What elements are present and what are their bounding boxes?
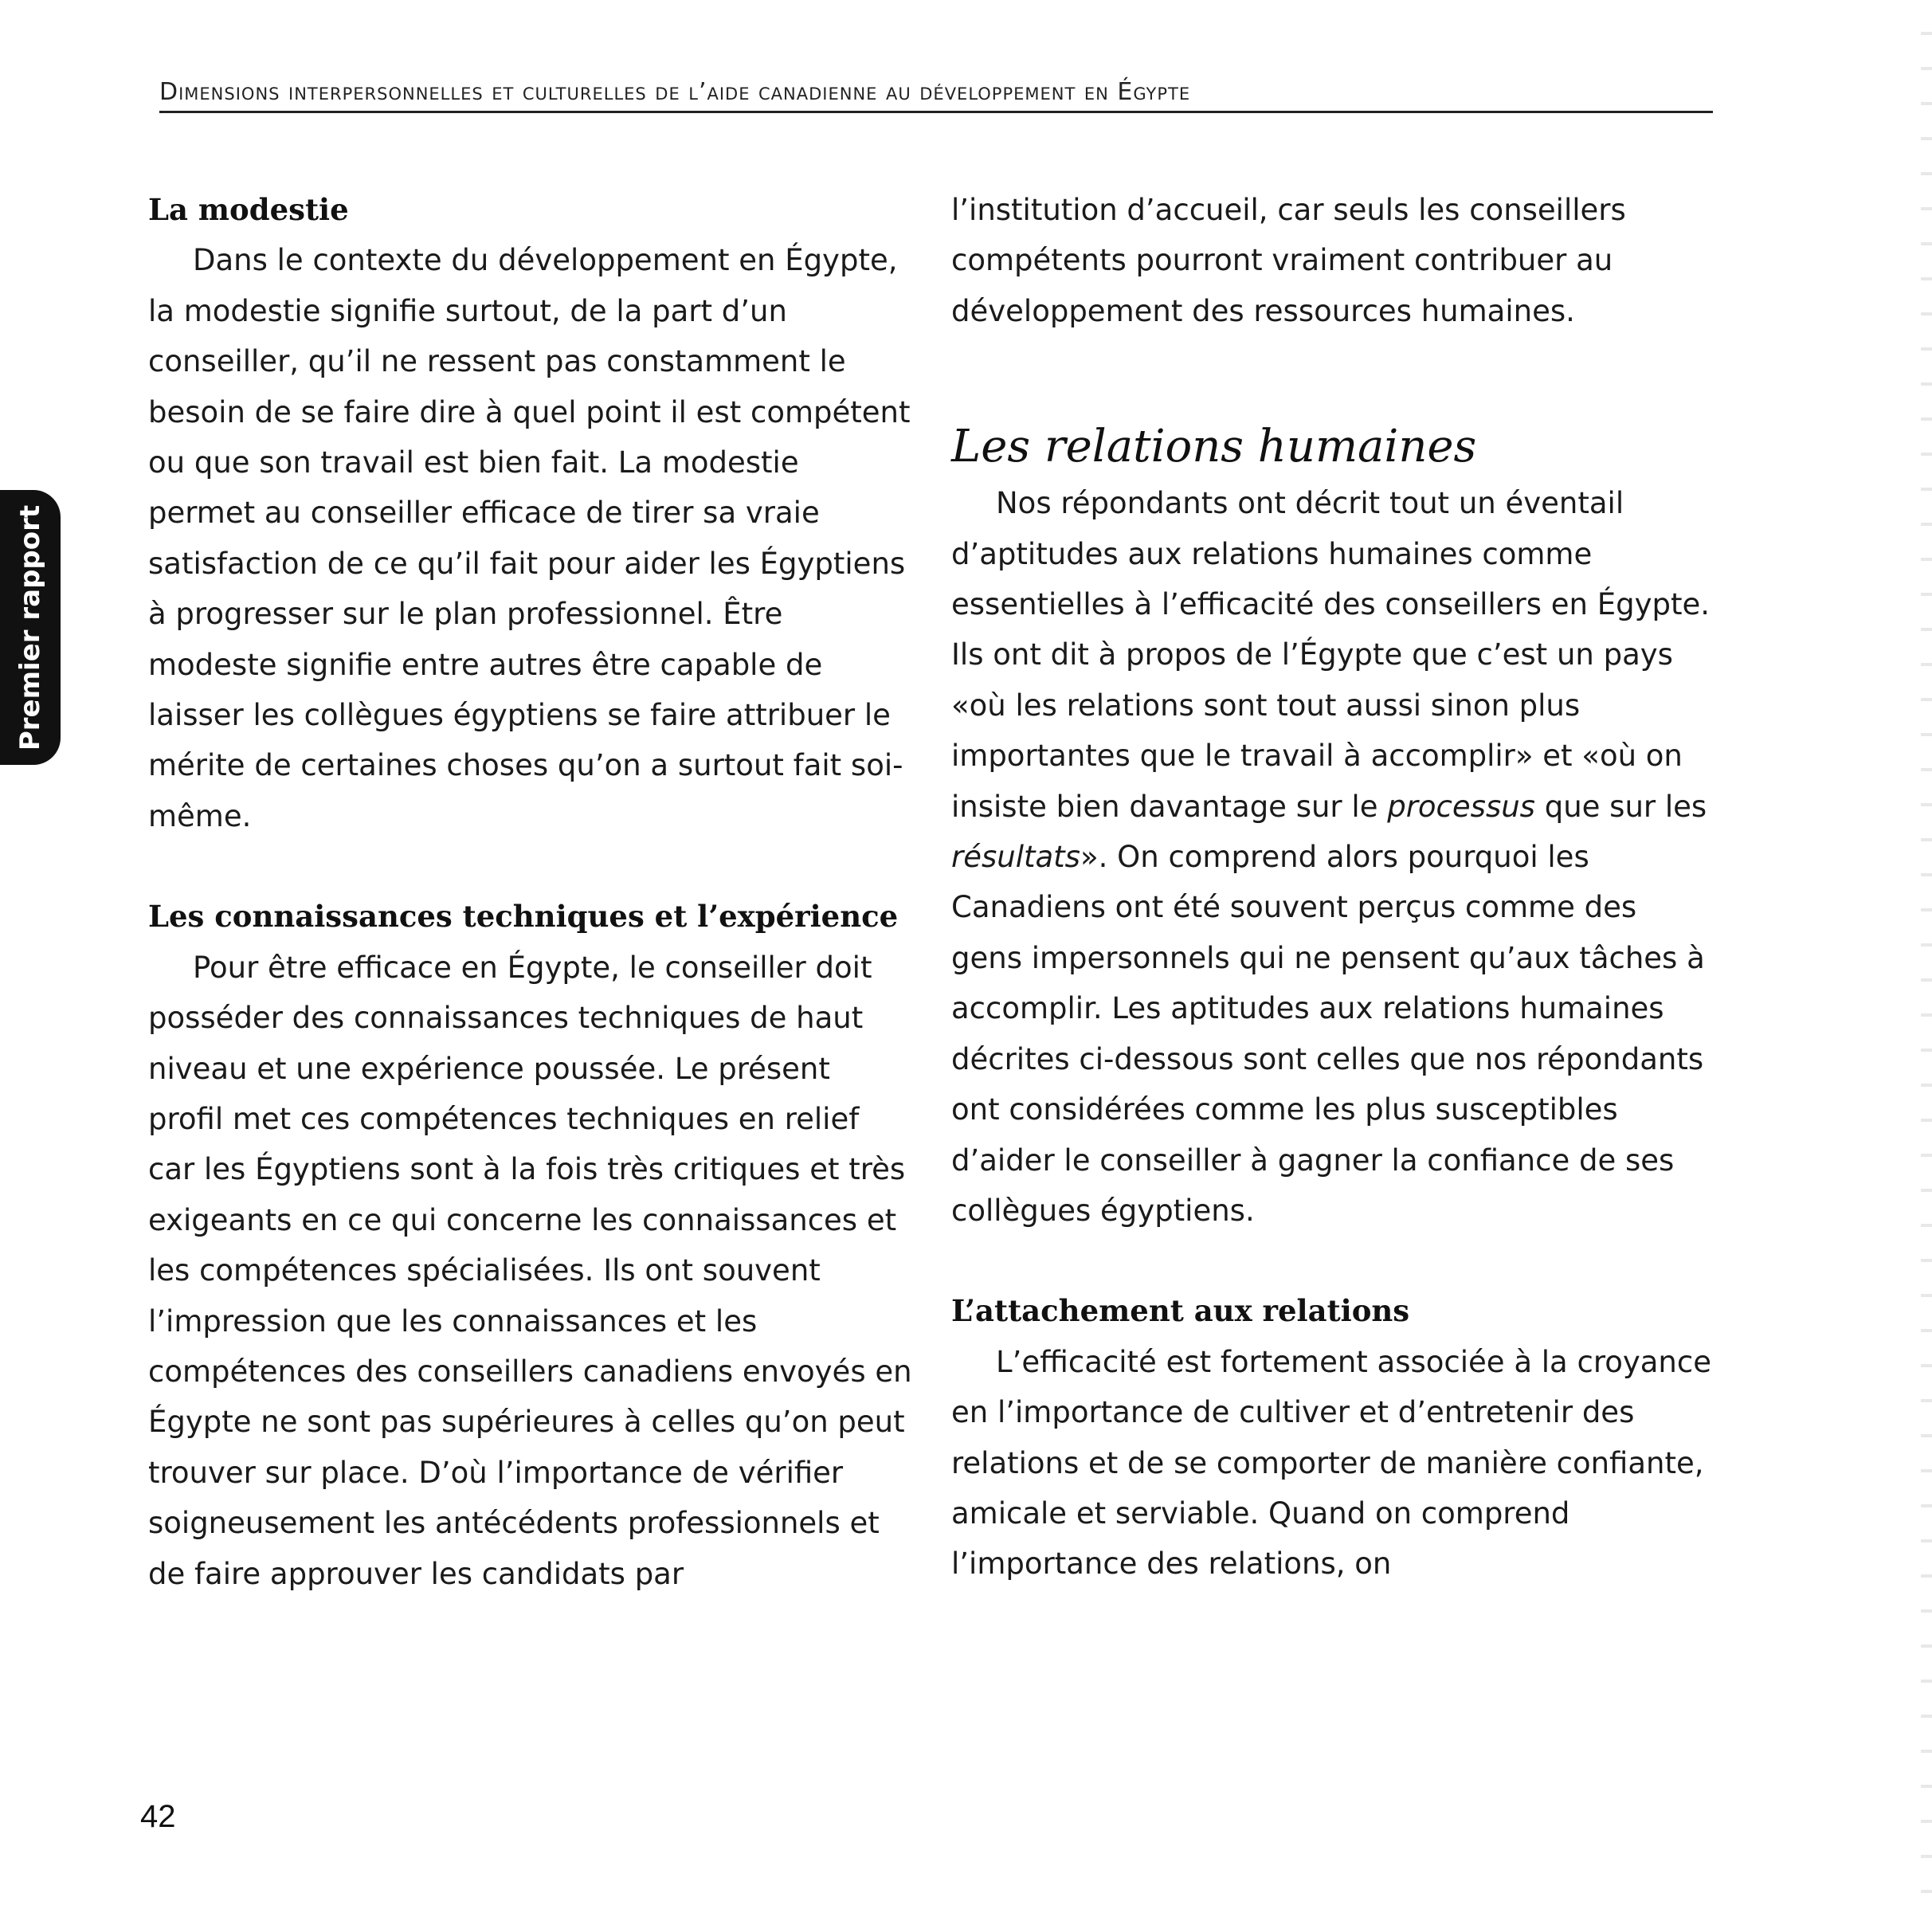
paragraph-relations bbox=[951, 478, 1716, 1236]
relations-text-start: Nos répondants ont décrit tout un éventail d’aptitudes aux relations humaines comme essentielles à l’efficacité des conseillers en Égypte. Ils ont dit à propos de l’Égypte que c’est un pays «où les relations sont tout aussi sinon plus importantes que le travail à accomplir» et «où on insiste bien davantage sur le bbox=[951, 486, 1710, 824]
relations-italic-resultats: résultats bbox=[951, 840, 1080, 875]
paragraph-connaissances: Pour être efficace en Égypte, le conseiller doit posséder des connaissances techniques de haut niveau et une expérience poussée. Le présent profil met ces compétences techniques en relief car les Égyptiens sont à la fois très critiques et très exigeants en ce qui concerne les connaissances et les compétences spécialisées. Ils ont souvent l’impression que les connaissances et les compétences des conseillers canadiens envoyés en Égypte ne sont pas supérieures à celles qu’on peut trouver sur place. D’où l’importance de vérifier soigneusement les antécédents professionnels et de faire approuver les candidats par bbox=[148, 950, 912, 1591]
running-header: Dimensions interpersonnelles et culturelles de l’aide canadienne au développement en Égypte bbox=[159, 78, 1713, 113]
heading-connaissances: Les connaissances techniques et l’expérience bbox=[148, 899, 899, 935]
page-number: 42 bbox=[140, 1799, 176, 1834]
relations-text-mid: que sur les bbox=[1534, 789, 1707, 824]
relations-text-end: ». On comprend alors pourquoi les Canadiens ont été souvent perçus comme des gens impersonnels qui ne pensent qu’aux tâches à accomplir. Les aptitudes aux relations humaines décrites ci-dessous sont celles que nos répondants ont considérées comme les plus susceptibles d’aider le conseiller à gagner la confiance de ses collègues égyptiens. bbox=[951, 840, 1705, 1228]
side-tab-label: Premier rapport bbox=[14, 504, 46, 751]
left-column bbox=[148, 185, 913, 1599]
paragraph-modestie: Dans le contexte du développement en Égypte, la modestie signifie surtout, de la part d’un conseiller, qu’il ne ressent pas constamment le besoin de se faire dire à quel point il est compétent ou que son travail est bien fait. La modestie permet au conseiller efficace de tirer sa vraie satisfaction de ce qu’il fait pour aider les Égyptiens à progresser sur le plan professionnel. Être modeste signifie entre autres être capable de laisser les collègues égyptiens se faire attribuer le mérite de certaines choses qu’on a surtout fait soi-même. bbox=[148, 243, 911, 833]
heading-attachement: L’attachement aux relations bbox=[951, 1293, 1410, 1329]
relations-italic-processus: processus bbox=[1387, 789, 1535, 824]
heading-modestie: La modestie bbox=[148, 192, 349, 227]
side-tab bbox=[0, 490, 61, 765]
paragraph-attachement: L’efficacité est fortement associée à la croyance en l’importance de cultiver et d’entretenir des relations et de se comporter de manière confiante, amicale et serviable. Quand on comprend l’importance des relations, on bbox=[951, 1344, 1711, 1582]
scan-edge bbox=[1921, 0, 1932, 1909]
section-title-relations: Les relations humaines bbox=[951, 421, 1477, 473]
paragraph-continuation: l’institution d’accueil, car seuls les conseillers compétents pourront vraiment contribuer au développement des ressources humaines. bbox=[951, 193, 1626, 328]
right-column bbox=[951, 185, 1716, 1590]
